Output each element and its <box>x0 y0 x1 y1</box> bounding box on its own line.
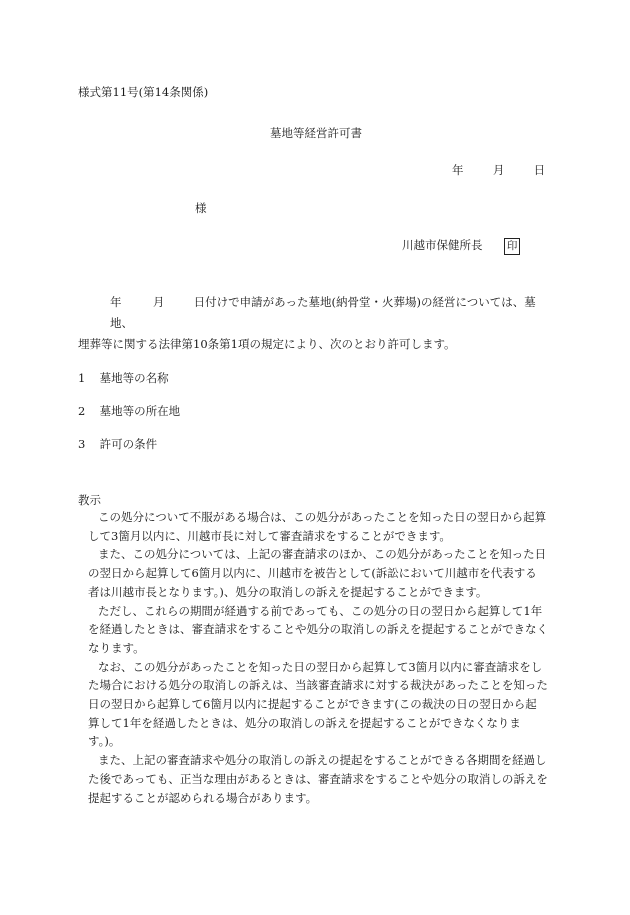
body-text-line2: 埋葬等に関する法律第10条第1項の規定により、次のとおり許可します。 <box>78 337 456 351</box>
list-item <box>78 368 180 401</box>
notice-paragraph: ただし、これらの期間が経過する前であっても、この処分の日の翌日から起算して1年を経過したときは、審査請求をすることや処分の取消しの訴えを提起することができなくなります。 <box>88 603 548 655</box>
permit-items <box>78 368 180 467</box>
permit-body <box>78 292 548 355</box>
item-number: 3 <box>78 437 86 451</box>
date-year-label: 年 <box>452 163 464 177</box>
form-number: 様式第11号(第14条関係) <box>78 85 209 99</box>
body-month-label: 月 <box>152 295 165 309</box>
body-text-line1: 日付けで申請があった墓地(納骨堂・火葬場)の経営については、墓地、 <box>110 295 536 330</box>
list-item <box>78 434 180 467</box>
item-label: 許可の条件 <box>99 437 158 451</box>
issue-date <box>452 162 545 178</box>
notice-paragraph: また、この処分については、上記の審査請求のほか、この処分があったことを知った日の翌日から起算して6箇月以内に、川越市を被告として(訴訟において川越市を代表する者は川越市長となります。)、処分の取消しの訴えを提起することができます。 <box>88 547 547 599</box>
notice-body <box>78 508 548 807</box>
notice-paragraph: この処分について不服がある場合は、この処分があったことを知った日の翌日から起算して3箇月以内に、川越市長に対して審査請求をすることができます。 <box>88 510 547 543</box>
list-item <box>78 401 180 434</box>
body-year-label: 年 <box>110 295 122 309</box>
issuer-name: 川越市保健所長 <box>402 238 483 252</box>
item-label: 墓地等の所在地 <box>99 404 181 418</box>
item-number: 2 <box>78 404 86 418</box>
item-number: 1 <box>78 371 86 385</box>
item-label: 墓地等の名称 <box>99 371 169 385</box>
notice-paragraph: なお、この処分があったことを知った日の翌日から起算して3箇月以内に審査請求をした場合における処分の取消しの訴えは、当該審査請求に対する裁決があったことを知った日の翌日から起算して6箇月以内に提起することができます(この裁決の日の翌日から起算して1年を経過したときは、処分の取消しの訴えを提起することができなくなります。)。 <box>88 659 548 749</box>
issuer <box>402 237 520 255</box>
notice-paragraph: また、上記の審査請求や処分の取消しの訴えの提起をすることができる各期間を経過した後であっても、正当な理由があるときは、審査請求をすることや処分の取消しの訴えを提起することが認められる場合があります。 <box>88 753 548 805</box>
notice-heading: 教示 <box>78 493 101 507</box>
date-day-label: 日 <box>533 163 546 177</box>
addressee: 様 <box>195 201 207 215</box>
document-title: 墓地等経営許可書 <box>270 126 362 140</box>
seal-mark: 印 <box>504 238 520 255</box>
date-month-label: 月 <box>492 163 505 177</box>
